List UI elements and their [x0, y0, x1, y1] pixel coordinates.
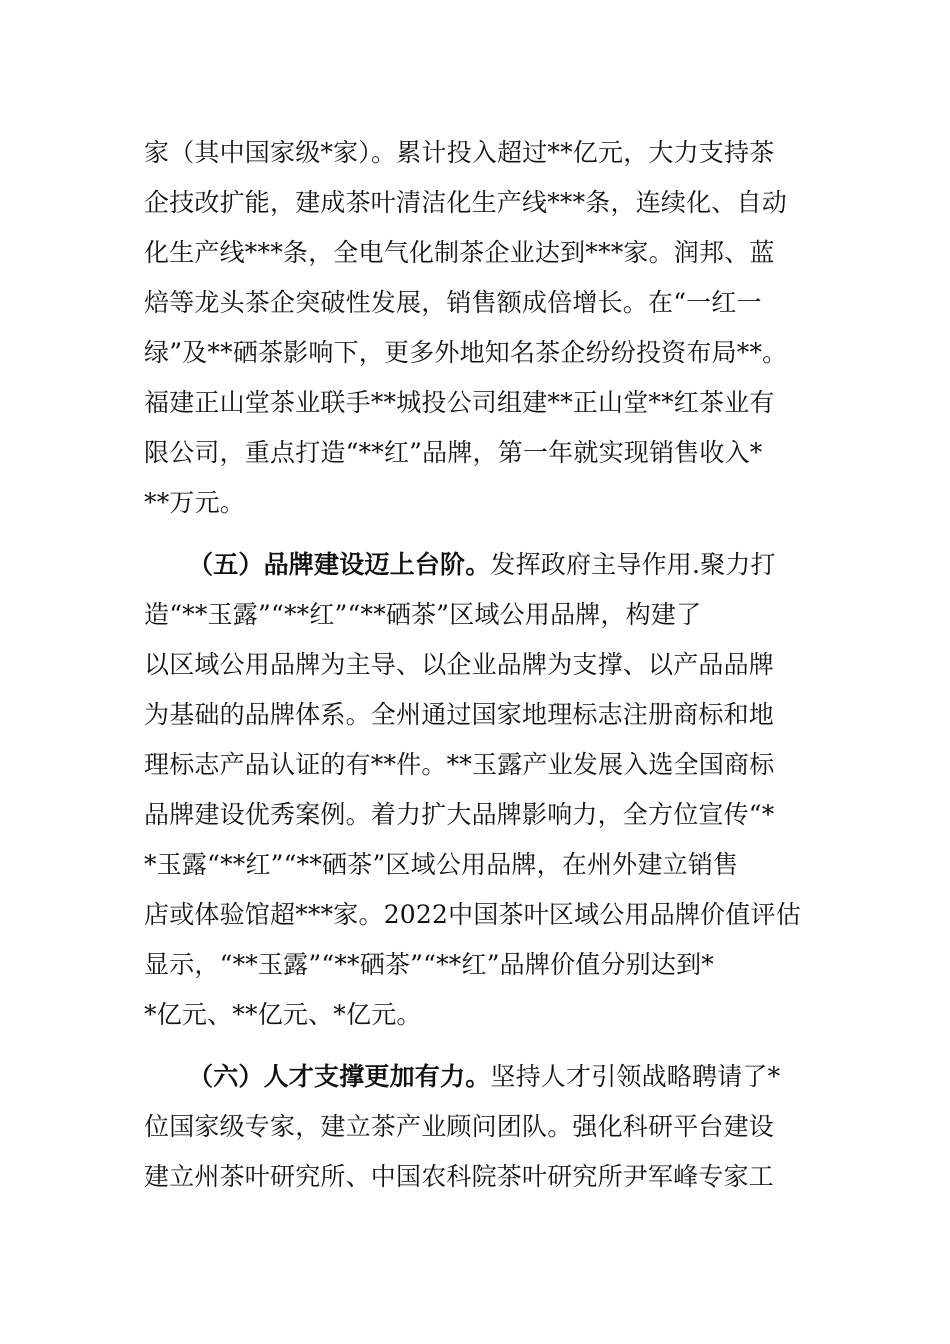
- paragraph-3-first-line: [188, 1052, 828, 1102]
- paragraph-1-line-8: **万元。: [144, 488, 246, 517]
- paragraph-2-line-3: 以区域公用品牌为主导、以企业品牌为支撑、以产品品牌: [144, 650, 775, 679]
- paragraph-1-line-6: 福建正山堂茶业联手**城投公司组建**正山堂**红茶业有: [144, 388, 775, 417]
- paragraph-1-line-1: 家（其中国家级*家）。累计投入超过**亿元，大力支持茶: [144, 138, 775, 167]
- section-heading-brand: （五）品牌建设迈上台阶。: [188, 550, 491, 579]
- paragraph-2-line-6: 品牌建设优秀案例。着力扩大品牌影响力，全方位宣传“*: [144, 800, 775, 829]
- paragraph-2-line-5: 理标志产品认证的有**件。**玉露产业发展入选全国商标: [144, 750, 775, 779]
- paragraph-1-line-3: 化生产线***条，全电气化制茶企业达到***家。润邦、蓝: [144, 238, 775, 267]
- paragraph-1-line-5: 绿”及**硒茶影响下，更多外地知名茶企纷纷投资布局**。: [144, 338, 788, 367]
- paragraph-1-line-7: 限公司，重点打造“**红”品牌，第一年就实现销售收入*: [144, 438, 763, 467]
- paragraph-2-line-2: 造“**玉露”“**红”“**硒茶”区域公用品牌，构建了: [144, 600, 702, 629]
- paragraph-2-line-7: *玉露“**红”“**硒茶”区域公用品牌，在州外建立销售: [144, 850, 739, 879]
- paragraph-1-line-2: 企技改扩能，建成茶叶清洁化生产线***条，连续化、自动: [144, 188, 787, 217]
- paragraph-2-first-line: [188, 540, 828, 590]
- paragraph-3-line-3: 建立州茶叶研究所、中国农科院茶叶研究所尹军峰专家工: [144, 1162, 775, 1191]
- paragraph-2-line-10: *亿元、**亿元、*亿元。: [144, 1000, 422, 1029]
- paragraph-2-first-line-text: 发挥政府主导作用.聚力打: [490, 550, 776, 579]
- paragraph-2-line-9: 显示，“**玉露”“**硒茶”“**红”品牌价值分别达到*: [144, 950, 714, 979]
- paragraph-3-line-2: 位国家级专家，建立茶产业顾问团队。强化科研平台建设: [144, 1112, 775, 1141]
- paragraph-1-line-4: 焙等龙头茶企突破性发展，销售额成倍增长。在“一红一: [144, 288, 762, 317]
- paragraph-3-first-line-text: 坚持人才引领战略聘请了*: [490, 1062, 781, 1091]
- paragraph-2-line-8: 店或体验馆超***家。2022中国茶叶区域公用品牌价值评估: [144, 900, 801, 929]
- paragraph-2-line-4: 为基础的品牌体系。全州通过国家地理标志注册商标和地: [144, 700, 775, 729]
- section-heading-talent: （六）人才支撑更加有力。: [188, 1062, 491, 1091]
